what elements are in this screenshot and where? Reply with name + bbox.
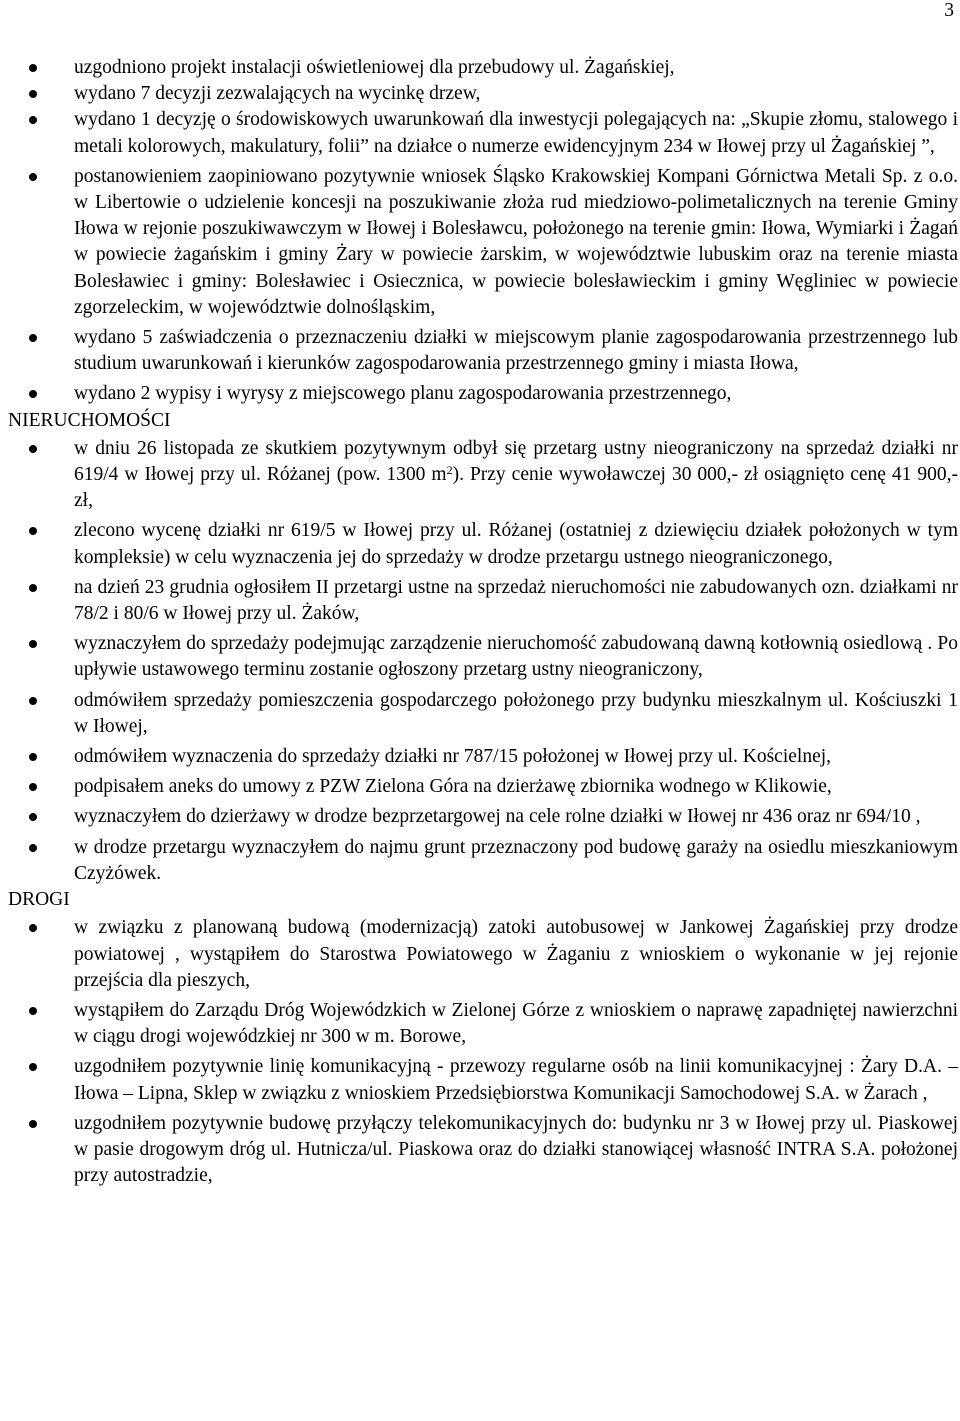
- list-item: wyznaczyłem do dzierżawy w drodze bezprzetargowej na cele rolne działki w Iłowej nr 436 oraz nr 694/10 ,: [74, 804, 958, 830]
- list-item: zlecono wycenę działki nr 619/5 w Iłowej przy ul. Różanej (ostatniej z dziewięciu działek położonych w tym kompleksie) w celu wyznaczenia jej do sprzedaży w drodze przetargu ustnego nieograniczonego,: [74, 518, 958, 570]
- superscript: 2: [446, 463, 453, 478]
- list-item: podpisałem aneks do umowy z PZW Zielona Góra na dzierżawę zbiornika wodnego w Klikowie,: [74, 774, 958, 800]
- list-item: na dzień 23 grudnia ogłosiłem II przetargi ustne na sprzedaż nieruchomości nie zabudowanych ozn. działkami nr 78/2 i 80/6 w Iłowej przy ul. Żaków,: [74, 575, 958, 627]
- list-item: wyznaczyłem do sprzedaży podejmując zarządzenie nieruchomość zabudowaną dawną kotłownią osiedlową . Po upływie ustawowego terminu zostanie ogłoszony przetarg ustny nieograniczony,: [74, 631, 958, 683]
- list-item-text: ). Przy cenie wywoławczej 30 000,- zł osiągnięto cenę 41 900,- zł,: [74, 464, 959, 512]
- list-item: uzgodniłem pozytywnie linię komunikacyjną - przewozy regularne osób na linii komunikacyjnej : Żary D.A. – Iłowa – Lipna, Sklep w związku z wnioskiem Przedsiębiorstwa Komunikacji Samochodowej S.A. w Żarach ,: [74, 1054, 958, 1106]
- document-body: [8, 55, 958, 1189]
- section-nieruchomosci-list: [8, 436, 958, 887]
- list-item: wydano 5 zaświadczenia o przeznaczeniu działki w miejscowym planie zagospodarowania przestrzennego lub studium uwarunkowań i kierunków zagospodarowania przestrzennego gminy i miasta Iłowa,: [74, 325, 958, 377]
- list-item: w drodze przetargu wyznaczyłem do najmu grunt przeznaczony pod budowę garaży na osiedlu mieszkaniowym Czyżówek.: [74, 835, 958, 887]
- list-item: uzgodniłem pozytywnie budowę przyłączy telekomunikacyjnych do: budynku nr 3 w Iłowej przy ul. Piaskowej w pasie drogowym dróg ul. Hutnicza/ul. Piaskowa oraz do działki stanowiącej własność INTRA S.A. położonej przy autostradzie,: [74, 1111, 958, 1190]
- page-number: 3: [944, 0, 954, 21]
- list-item: [74, 436, 958, 515]
- section-heading-drogi: DROGI: [8, 889, 70, 911]
- list-item-text: w dniu 26 listopada ze skutkiem pozytywnym odbył się przetarg ustny nieograniczony na sprzedaż działki nr 619/4 w Iłowej przy ul. Różanej (pow. 1300 m: [74, 437, 958, 486]
- list-item: w związku z planowaną budową (modernizacją) zatoki autobusowej w Jankowej Żagańskiej przy drodze powiatowej , wystąpiłem do Starostwa Powiatowego w Żaganiu z wnioskiem o wykonanie w jej rejonie przejścia dla pieszych,: [74, 915, 958, 994]
- list-item: postanowieniem zaopiniowano pozytywnie wniosek Śląsko Krakowskiej Kompani Górnictwa Metali Sp. z o.o. w Libertowie o udzielenie koncesji na poszukiwanie złoża rud miedziowo-polimetalicznych na terenie Gminy Iłowa w rejonie poszukiwawczym w Iłowej i Bolesławcu, położonego na terenie gmin: Iłowa, Wymiarki i Żagań w powiecie żagańskim i gminy Żary w powiecie żarskim, w województwie lubuskim oraz na terenie miasta Bolesławiec i gminy: Bolesławiec i Osiecznica, w powiecie bolesławieckim i gminy Węgliniec w powiecie zgorzeleckim, w województwie dolnośląskim,: [74, 164, 958, 321]
- list-item: odmówiłem sprzedaży pomieszczenia gospodarczego położonego przy budynku mieszkalnym ul. Kościuszki 1 w Iłowej,: [74, 688, 958, 740]
- list-item: wydano 2 wypisy i wyrysy z miejscowego planu zagospodarowania przestrzennego,: [74, 381, 958, 407]
- section-general-list: [8, 55, 958, 408]
- list-item: wydano 7 decyzji zezwalających na wycinkę drzew,: [74, 81, 958, 107]
- list-item: uzgodniono projekt instalacji oświetleniowej dla przebudowy ul. Żagańskiej,: [74, 55, 958, 81]
- list-item: odmówiłem wyznaczenia do sprzedaży działki nr 787/15 położonej w Iłowej przy ul. Kościelnej,: [74, 744, 958, 770]
- list-item: wydano 1 decyzję o środowiskowych uwarunkowań dla inwestycji polegających na: „Skupie złomu, stalowego i metali kolorowych, makulatury, folii” na działce o numerze ewidencyjnym 234 w Iłowej przy ul Żagańskiej ”,: [74, 107, 958, 159]
- section-drogi-list: [8, 915, 958, 1189]
- section-heading-nieruchomosci: NIERUCHOMOŚCI: [8, 409, 171, 431]
- list-item: wystąpiłem do Zarządu Dróg Wojewódzkich w Zielonej Górze z wnioskiem o naprawę zapadniętej nawierzchni w ciągu drogi wojewódzkiej nr 300 w m. Borowe,: [74, 998, 958, 1050]
